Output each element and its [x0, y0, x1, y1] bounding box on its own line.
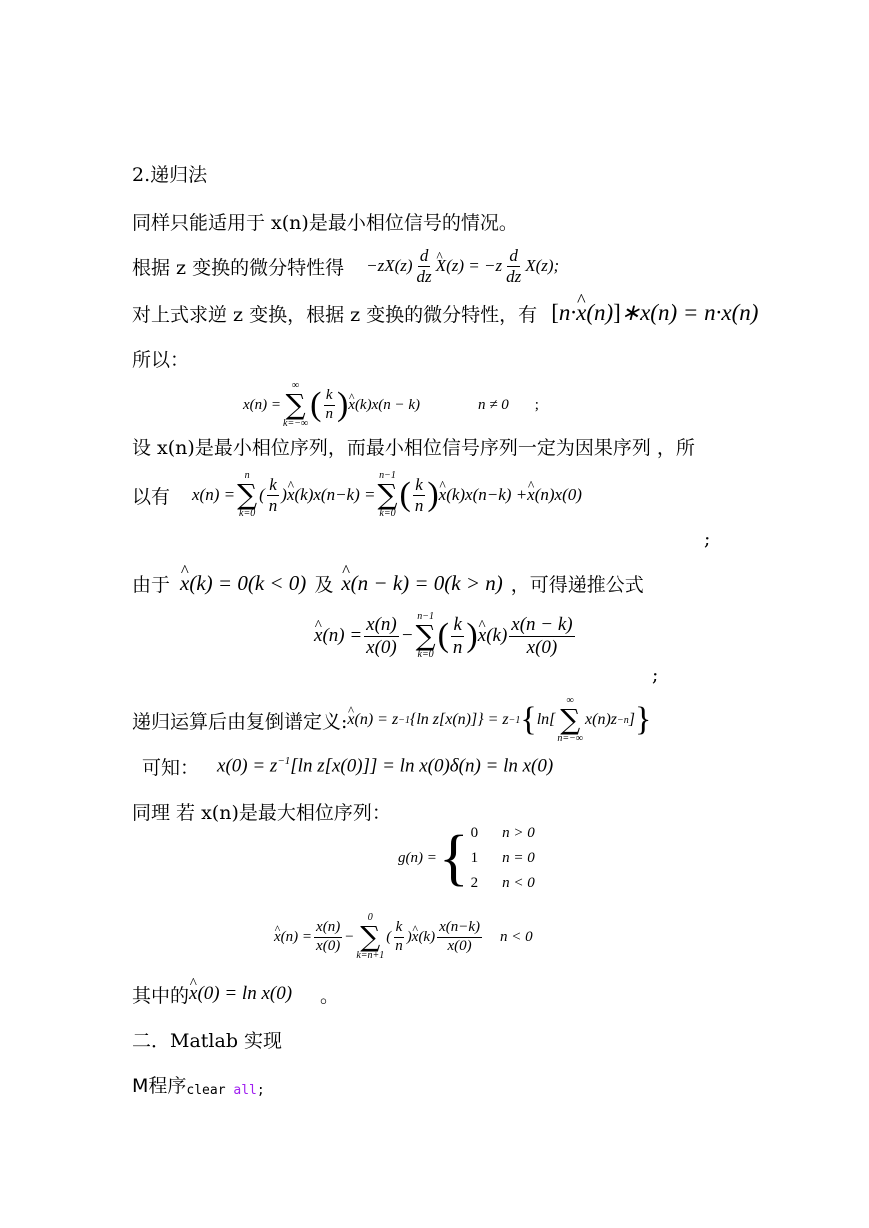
semicolon-1: ;	[704, 528, 711, 550]
since-tail-text: ，可得递推公式	[510, 573, 644, 596]
known-lead-text: 可知：	[142, 756, 200, 779]
inverse-z-lead-text: 对上式求逆 z 变换，根据 z 变换的微分特性，有	[132, 303, 538, 326]
equation-1: x(n) = ∞ ∑ k=−∞ ( $\frac{k}{n}$ ) ^ x (k)x(n − k) n ≠ 0 ;	[243, 380, 539, 430]
since-and-text: 及	[314, 573, 334, 596]
paragraph-derivative	[132, 243, 559, 289]
semicolon-2: ;	[652, 664, 659, 686]
eq2-lead-text: 以有	[132, 485, 171, 508]
paragraph-since	[132, 566, 644, 600]
m-program-line	[132, 1074, 265, 1098]
paragraph-causal: 设 x(n)是最小相位序列，而最小相位信号序列一定为因果序列 ，所	[132, 437, 695, 459]
section-matlab-heading: 二．Matlab 实现	[132, 1030, 283, 1052]
equation-2: x(n) = n ∑ k=0 ( $\frac{k}{n}$ ) ^ x (k)x(n−k) = n−1 ∑ k=0 ( $\frac{k}{n}$ ) ^ x (k)x(n−k) + ^ x (n)x(0)	[192, 471, 582, 519]
m-program-label: M程序	[132, 1075, 187, 1097]
derivative-lead-text: 根据 z 变换的微分特性得	[132, 256, 345, 279]
paragraph-max-phase: 同理 若 x(n)是最大相位序列：	[132, 802, 391, 824]
section-heading: 2.递归法	[132, 164, 208, 186]
code-semicolon: ;	[256, 1083, 265, 1098]
paragraph-where	[132, 978, 339, 1010]
where-formula: ^ x(0) = ln x(0)	[189, 983, 292, 1005]
paragraph-inverse-z	[132, 296, 758, 330]
derivative-formula: − zX ( z ) $\frac{d}{dz}$ ^ X (z) = −z $\frac{d}{dz}$ X(z);	[366, 246, 559, 286]
code-keyword-clear: clear	[186, 1083, 226, 1098]
equation-4: g(n) = { 0 n > 0 1 n = 0 2 n < 0	[398, 824, 535, 892]
where-lead-text: 其中的	[132, 984, 190, 1007]
paragraph-applicability: 同样只能适用于 x(n)是最小相位信号的情况。	[132, 212, 518, 234]
convolution-formula: [n·^ x(n)]∗x(n) = n·x(n)	[551, 300, 758, 326]
equation-5: ^ x (n) = $\frac{x(n)}{x(0)}$ − 0 ∑ k=n+1 ( $\frac{k}{n}$ ) ^ x (k) $\frac{x(n-k)}{x(0)}$ n < 0	[274, 910, 533, 964]
condition-1: ^ x(k) = 0(k < 0)	[180, 571, 306, 596]
code-line	[186, 1083, 264, 1098]
cepstrum-lead-text: 递归运算后由复倒谱定义:	[132, 710, 348, 733]
where-tail-text: 。	[320, 984, 340, 1007]
paragraph-known	[142, 750, 553, 782]
equation-3: ^ x (n) = $\frac{x(n)}{x(0)}$ − n−1 ∑ k=0 ( $\frac{k}{n}$ ) ^ x (k) $\frac{x(n - k)}{x(0)}$	[314, 605, 577, 667]
condition-2: ^ x(n − k) = 0(k > n)	[341, 571, 502, 596]
paragraph-cepstrum-def	[132, 696, 651, 744]
cepstrum-formula: ^ x (n) = z −1 {ln z[x(n)]} = z −1 { ln[ ∞ ∑ n=−∞ x(n)z −n ] }	[347, 696, 651, 744]
equation-2-row	[132, 466, 582, 524]
known-formula: $x(0) = z^{-1}[\ln$ z[x(0)]] = ln x(0)δ(n) = ln x(0)	[217, 754, 554, 777]
code-keyword-all: all	[233, 1083, 257, 1098]
paragraph-so: 所以：	[132, 349, 190, 371]
since-lead-text: 由于	[132, 573, 171, 596]
